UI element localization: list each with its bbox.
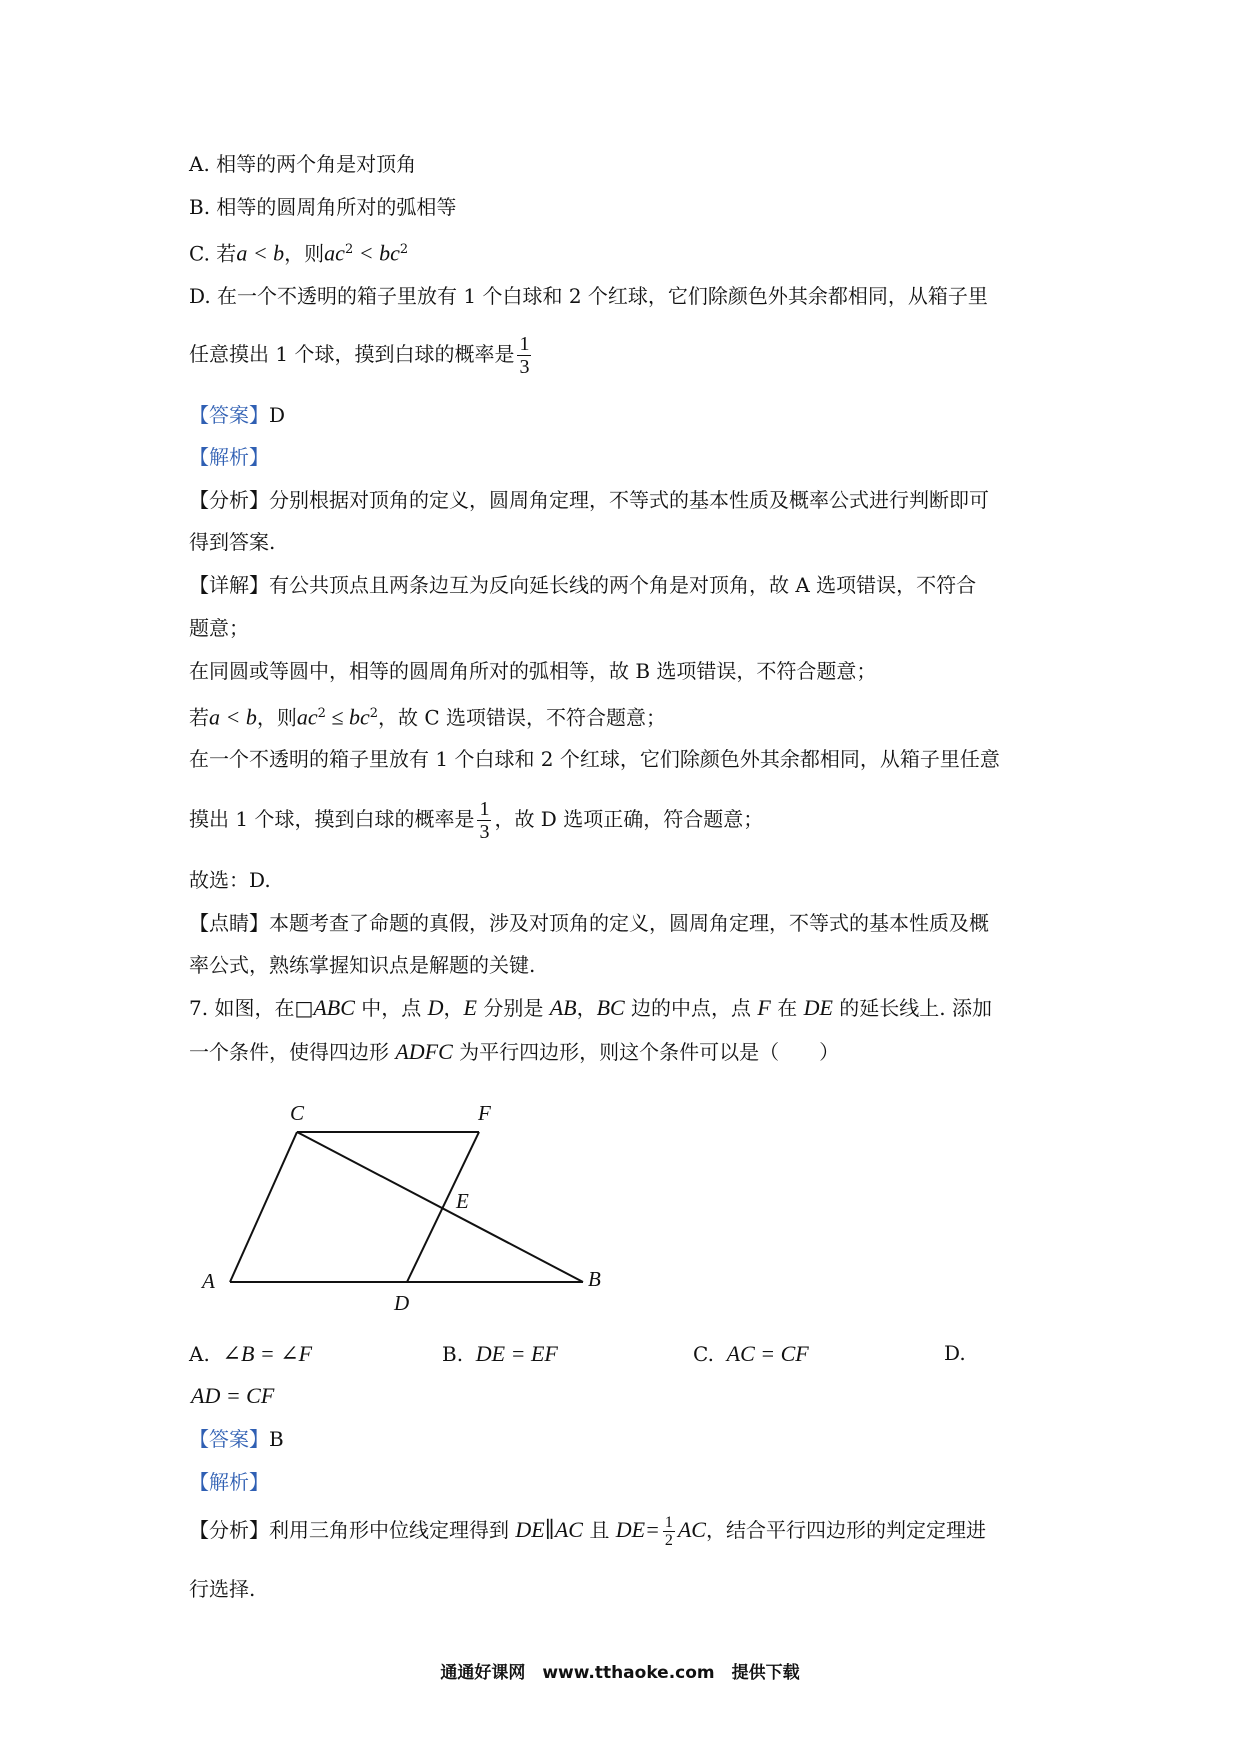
q6-option-d-line1: D. 在一个不透明的箱子里放有 1 个白球和 2 个红球，它们除颜色外其余都相同，从箱子里 — [189, 284, 988, 308]
q7-option-c: C. AC = CF — [693, 1341, 809, 1366]
q7-stem-line1: 7. 如图，在□ABC 中，点 D，E 分别是 AB，BC 边的中点，点 F 在 DE 的延长线上. 添加 — [189, 995, 992, 1020]
label-d: D — [394, 1291, 410, 1315]
q7-option-a: A. ∠B = ∠F — [189, 1341, 313, 1366]
fraction-one-half: $\frac{1}{2}$ — [664, 1514, 673, 1549]
q6-xiangjie-3: 在同圆或等圆中，相等的圆周角所对的弧相等，故 B 选项错误，不符合题意； — [189, 659, 877, 683]
footer-watermark: 通通好课网 www.tthaoke.com 提供下载 — [440, 1663, 800, 1683]
label-b: B — [588, 1267, 601, 1291]
q6-guxuan: 故选：D. — [189, 868, 271, 892]
q6-option-b: B. 相等的圆周角所对的弧相等 — [189, 195, 457, 219]
q7-option-d-label: D. — [944, 1341, 966, 1365]
q6-answer: 【答案】D — [189, 403, 286, 427]
q6-option-c: C. 若a < b，则$ac^2 < bc^2$ — [189, 240, 409, 266]
q6-option-a: A. 相等的两个角是对顶角 — [189, 152, 417, 176]
q7-stem-line2: 一个条件，使得四边形 ADFC 为平行四边形，则这个条件可以是（ ） — [189, 1039, 840, 1064]
q6-dianjing-2: 率公式，熟练掌握知识点是解题的关键. — [189, 953, 536, 977]
label-e: E — [456, 1189, 469, 1213]
fraction-one-third: $\frac{1}{3}$ — [519, 333, 530, 378]
q7-option-d-value: AD = CF — [191, 1383, 275, 1408]
q6-fenxi-2: 得到答案. — [189, 530, 276, 554]
label-c: C — [290, 1101, 305, 1125]
fraction-one-third-2: $\frac{1}{3}$ — [479, 798, 490, 843]
q6-xiangjie-6: 摸出 1 个球，摸到白球的概率是 $\frac{1}{3}$ ，故 D 选项正确，符合题意； — [189, 798, 764, 843]
q7-answer: 【答案】B — [189, 1427, 284, 1451]
segment-ca — [230, 1132, 297, 1282]
q6-option-d-line2: 任意摸出 1 个球，摸到白球的概率是 $\frac{1}{3}$ — [189, 333, 530, 378]
q6-dianjing-1: 【点睛】本题考查了命题的真假，涉及对顶角的定义，圆周角定理，不等式的基本性质及概 — [189, 911, 989, 935]
q6-analysis-tag: 【解析】 — [189, 445, 269, 469]
q7-analysis-tag: 【解析】 — [189, 1470, 269, 1494]
q7-option-b: B. DE = EF — [442, 1341, 558, 1366]
geometry-diagram — [190, 1088, 630, 1318]
q7-fenxi-1: 【分析】利用三角形中位线定理得到 DE∥AC 且 DE= $\frac{1}{2}$ AC，结合平行四边形的判定定理进 — [189, 1514, 986, 1549]
label-f: F — [478, 1101, 491, 1125]
q6-xiangjie-4: 若a < b，则$ac^2 \le bc^2$，故 C 选项错误，不符合题意； — [189, 704, 667, 730]
segment-cb — [297, 1132, 583, 1282]
q6-xiangjie-1: 【详解】有公共顶点且两条边互为反向延长线的两个角是对顶角，故 A 选项错误，不符合 — [189, 573, 977, 597]
q7-fenxi-2: 行选择. — [189, 1577, 256, 1601]
label-a: A — [202, 1269, 215, 1293]
q6-xiangjie-2: 题意； — [189, 616, 249, 640]
q6-fenxi-1: 【分析】分别根据对顶角的定义，圆周角定理，不等式的基本性质及概率公式进行判断即可 — [189, 488, 989, 512]
q6-xiangjie-5: 在一个不透明的箱子里放有 1 个白球和 2 个红球，它们除颜色外其余都相同，从箱子里任意 — [189, 747, 1000, 771]
